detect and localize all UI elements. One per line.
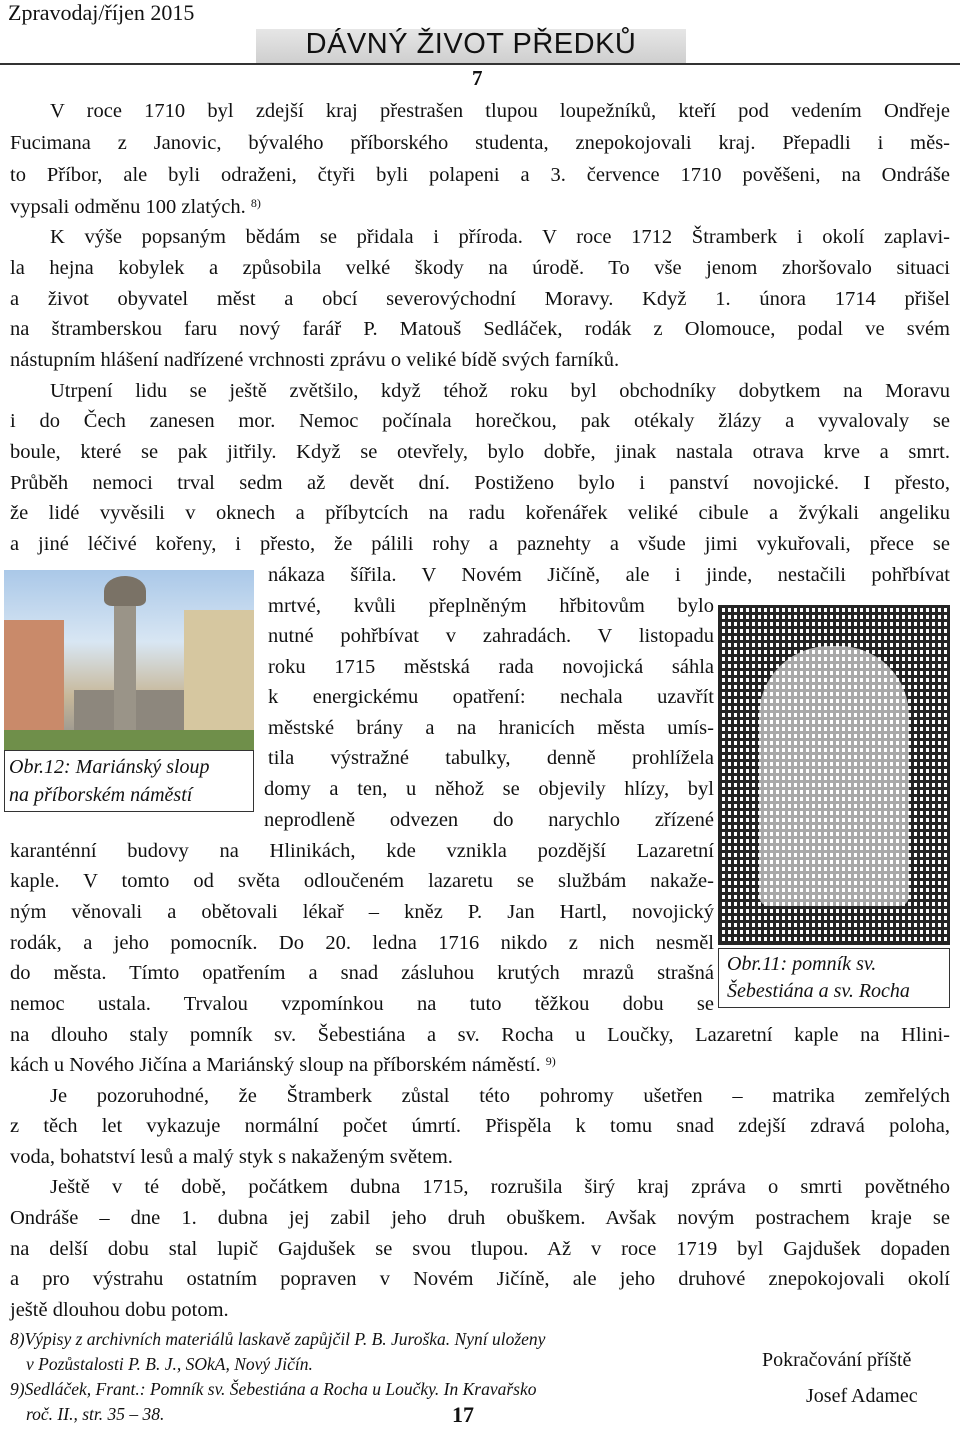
text-line: městské brány a na hranicích města umís- <box>268 717 714 739</box>
text-line: Utrpení lidu se ještě zvětšilo, když téhož roku byl obchodníky dobytkem na Moravu <box>50 380 950 402</box>
text-line: kaple. V tomto od světa odloučeném lazaretu se službám nakaže- <box>10 870 714 892</box>
text-line: Je pozoruhodné, že Štramberk zůstal této pohromy ušetřen – matrika zemřelých <box>50 1085 950 1107</box>
text-line: i do Čech zanesen mor. Nemoc počínala horečkou, pak otékaly žlázy a vyvalovaly se <box>10 410 950 432</box>
text-line: mrtvé, kvůli přeplněným hřbitovům bylo <box>268 595 714 617</box>
text-line: Ondráše – dne 1. dubna jej zabil jeho druh obuškem. Avšak novým postrachem kraje se <box>10 1207 950 1229</box>
header-rule <box>0 63 960 65</box>
text-line: do města. Tímto opatřením a snad zásluhou krutých mrazů strašná <box>10 962 714 984</box>
monument-image <box>718 605 950 945</box>
text-line: ným věnovali a obětovali lékař – kněz P. Jan Hartl, novojický <box>10 901 714 923</box>
footnote-ref: 8) <box>250 196 261 210</box>
figure-12-caption: Obr.12: Mariánský sloup na příborském náměstí <box>4 750 254 812</box>
text-line: k energickému opatření: nechala uzavřít <box>268 686 714 708</box>
continuation-note: Pokračování příště <box>762 1349 912 1371</box>
footnote-8-cont: v Pozůstalosti P. B. J., SOkA, Nový Jičín. <box>26 1354 313 1374</box>
footnote-9: 9)Sedláček, Frant.: Pomník sv. Šebestiána a Rocha u Loučky. In Kravařsko <box>10 1379 537 1399</box>
text-line: na štramberskou faru nový farář P. Matouš Sedláček, rodák z Olomouce, podal ve svém <box>10 318 950 340</box>
text-line: z těch let vykazuje normální počet úmrtí. Přispěla k tomu snad zdejší zdravá poloha, <box>10 1115 950 1137</box>
author-name: Josef Adamec <box>806 1385 918 1407</box>
text-line: nemoc ustala. Trvalou vzpomínkou na tuto těžkou dobu se <box>10 993 714 1015</box>
text-line: na dlouho staly pomník sv. Šebestiána a sv. Rocha u Loučky, Lazaretní kaple na Hlini- <box>10 1024 950 1046</box>
text-line: vypsali odměnu 100 zlatých. $^{8)}$ <box>10 196 261 218</box>
text-line: Průběh nemoci trval sedm až devět dní. Postiženo bylo i panství novojické. I přesto, <box>10 472 950 494</box>
text-line: a život obyvatel měst a obcí severovýchodní Moravy. Když 1. února 1714 přišel <box>10 288 950 310</box>
text-line: boule, které se pak jitřily. Když se otevřely, bylo dobře, jinak nastala otrava krve a smrt. <box>10 441 950 463</box>
section-title: DÁVNÝ ŽIVOT PŘEDKŮ <box>305 28 637 60</box>
text-line: kách u Nového Jičína a Mariánský sloup na příborském náměstí. $^{9)}$ <box>10 1054 556 1076</box>
text-line: nákaza šířila. V Novém Jičíně, ale i jinde, nestačili pohřbívat <box>268 564 950 586</box>
text-line: V roce 1710 byl zdejší kraj přestrašen tlupou loupežníků, kteří pod vedením Ondřeje <box>50 100 950 122</box>
text-line: nástupním hlášení nadřízené vrchnosti zprávu o veliké bídě svých farníků. <box>10 349 620 371</box>
text-line: Ještě v té době, počátkem dubna 1715, rozrušila širý kraj zpráva o smrti povětného <box>50 1176 950 1198</box>
marian-column-photo <box>4 570 254 750</box>
text-line: na delší dobu stal lupič Gajdušek se svou tlupou. Až v roce 1719 byl Gajdušek dopaden <box>10 1238 950 1260</box>
article-number: 7 <box>472 66 483 90</box>
page-number: 17 <box>452 1402 474 1427</box>
figure-11-caption: Obr.11: pomník sv. Šebestiána a sv. Rocha <box>718 948 950 1008</box>
text-line: a jiné léčivé kořeny, i přesto, že pálili rohy a paznehty a všude jimi vykuřovali, přece se <box>10 533 950 555</box>
text-line: to Příbor, ale byli odraženi, čtyři byli polapeni a 3. července 1710 pověšeni, na Ondráše <box>10 164 950 186</box>
text-line: domy a ten, u něhož se objevily hlízy, byl <box>264 778 714 800</box>
publication-name: Zpravodaj/říjen 2015 <box>8 0 195 25</box>
footnote-8: 8)Výpisy z archivních materiálů laskavě zapůjčil P. B. Juroška. Nyní uloženy <box>10 1329 546 1349</box>
text-line: Fucimana z Janovic, bývalého příborského studenta, znepokojovali kraj. Přepadli i měs- <box>10 132 950 154</box>
text-line: K výše popsaným bědám se přidala i příroda. V roce 1712 Štramberk i okolí zaplavi- <box>50 226 950 248</box>
text-line: že lidé vyvěsili v oknech a příbytcích na radu kořenářek veliké cibule a žvýkali angeliku <box>10 502 950 524</box>
text-line: karanténní budovy na Hlinikách, kde vznikla pozdější Lazaretní <box>10 840 714 862</box>
text-line: roku 1715 městská rada novojická sáhla <box>268 656 714 678</box>
text-line: la hejna kobylek a způsobila velké škody na úrodě. To vše jenom zhoršovalo situaci <box>10 257 950 279</box>
text-line: ještě dlouhou dobu potom. <box>10 1299 229 1321</box>
text-line: a pro výstrahu ostatním popraven v Novém Jičíně, ale jeho druhové znepokojovali okolí <box>10 1268 950 1290</box>
text-line: tila výstražné tabulky, denně prohlížela <box>268 747 714 769</box>
text-line: nutné pohřbívat v zahradách. V listopadu <box>268 625 714 647</box>
footnote-9-cont: roč. II., str. 35 – 38. <box>26 1404 165 1424</box>
text-line: rodák, a jeho pomocník. Do 20. ledna 1716 nikdo z nich nesměl <box>10 932 714 954</box>
text-line: voda, bohatství lesů a malý styk s nakaženým světem. <box>10 1146 453 1168</box>
footnote-ref: 9) <box>545 1054 556 1068</box>
text-line: neprodleně odvezen do narychlo zřízené <box>264 809 714 831</box>
